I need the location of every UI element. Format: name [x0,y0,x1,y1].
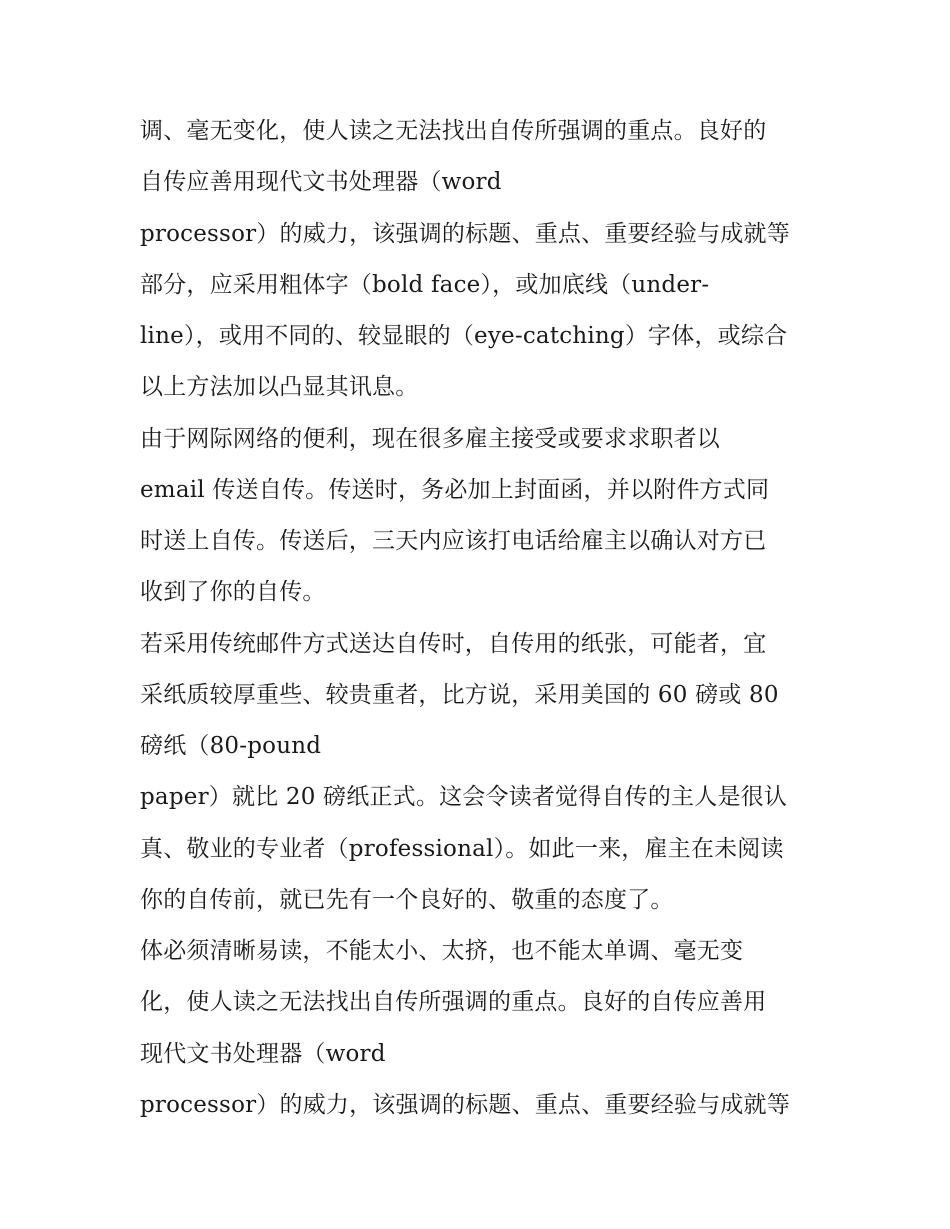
text-line: email 传送自传。传送时，务必加上封面函，并以附件方式同 [140,476,770,503]
text-line: 磅纸（80-pound [140,733,322,759]
text-line: 若采用传统邮件方式送达自传时，自传用的纸张，可能者，宜 [140,630,767,657]
text-line: 部分，应采用粗体字（bold face），或加底线（under- [140,271,710,298]
text-line: 采纸质较厚重些、较贵重者，比方说，采用美国的 60 磅或 80 [140,681,779,708]
text-line: 真、敬业的专业者（professional）。如此一来，雇主在未阅读 [140,835,784,862]
text-line: paper）就比 20 磅纸正式。这会令读者觉得自传的主人是很认 [140,784,788,811]
text-line: 现代文书处理器（word [140,1040,386,1067]
text-line: 由于网际网络的便利，现在很多雇主接受或要求求职者以 [140,425,720,452]
text-line: processor）的威力，该强调的标题、重点、重要经验与成就等 [140,1091,790,1118]
text-line: 你的自传前，就已先有一个良好的、敬重的态度了。 [140,886,674,913]
text-line: 体必须清晰易读，不能太小、太挤，也不能太单调、毫无变 [140,938,744,964]
text-line: 化，使人读之无法找出自传所强调的重点。良好的自传应善用 [140,989,767,1016]
text-line: 调、毫无变化，使人读之无法找出自传所强调的重点。良好的 [140,118,767,144]
text-line: line），或用不同的、较显眼的（eye-catching）字体，或综合 [140,323,788,349]
text-line: processor）的威力，该强调的标题、重点、重要经验与成就等 [140,220,790,247]
text-line: 自传应善用现代文书处理器（word [140,169,502,196]
text-line: 时送上自传。传送后，三天内应该打电话给雇主以确认对方已 [140,528,767,554]
text-line: 以上方法加以凸显其讯息。 [140,374,419,401]
text-body [140,106,820,1131]
text-line: 收到了你的自传。 [140,579,326,606]
